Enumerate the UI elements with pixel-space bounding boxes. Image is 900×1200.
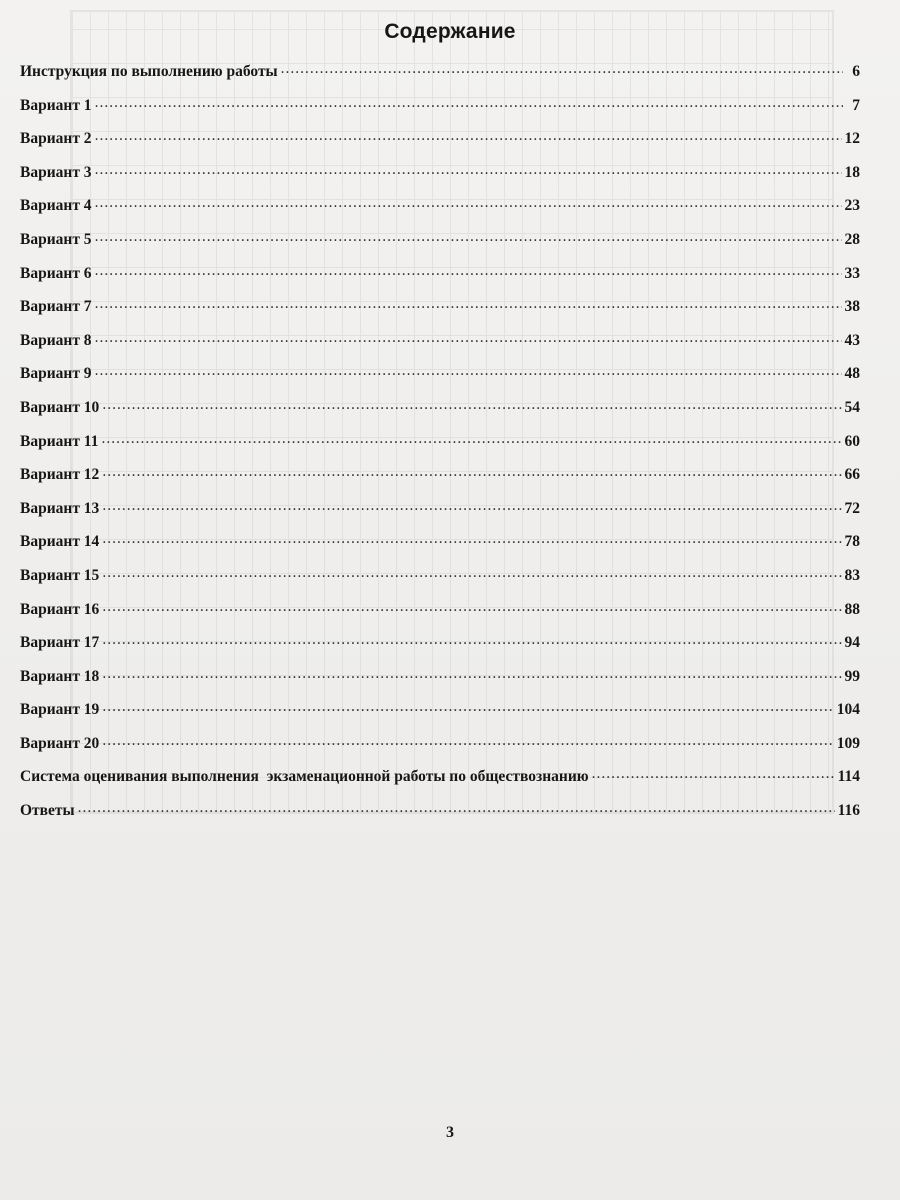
toc-entry-page: 43 — [844, 331, 860, 349]
toc-entry — [20, 629, 860, 663]
toc-dot-leader — [78, 794, 835, 822]
toc-entry-label: Вариант 8 — [20, 331, 92, 349]
toc-entry-label: Вариант 9 — [20, 365, 92, 383]
toc-dot-leader — [102, 593, 841, 621]
toc-dot-leader — [102, 458, 841, 486]
toc-entry-label: Вариант 2 — [20, 130, 92, 148]
toc-dot-leader — [102, 391, 841, 419]
toc-entry-page: 38 — [844, 298, 860, 316]
toc-entry — [20, 730, 860, 764]
toc-entry — [20, 495, 860, 529]
toc-entry-label: Вариант 14 — [20, 533, 100, 551]
toc-entry-label: Ответы — [20, 802, 75, 820]
toc-entry-label: Система оценивания выполнения экзаменационной работы по обществознанию — [20, 768, 589, 786]
toc-entry — [20, 360, 860, 394]
toc-entry-page: 54 — [844, 398, 860, 416]
toc-entry — [20, 763, 860, 797]
toc-entry-label: Вариант 3 — [20, 163, 92, 181]
toc-entry-label: Вариант 18 — [20, 667, 100, 685]
page-number: 3 — [446, 1124, 454, 1141]
toc-entry — [20, 327, 860, 361]
toc-entry — [20, 125, 860, 159]
toc-entry-label: Вариант 19 — [20, 701, 100, 719]
toc-entry-label: Вариант 15 — [20, 566, 100, 584]
toc-entry-page: 23 — [844, 197, 860, 215]
toc-entry — [20, 226, 860, 260]
toc-entry-page: 48 — [844, 365, 860, 383]
toc-entry-page: 33 — [844, 264, 860, 282]
toc-entry-label: Вариант 11 — [20, 432, 99, 450]
toc-entry-page: 109 — [836, 734, 860, 752]
toc-entry-page: 12 — [844, 130, 860, 148]
toc-entry-page: 6 — [852, 63, 860, 80]
toc-entry — [20, 394, 860, 428]
toc-entry — [20, 428, 860, 462]
toc-entry — [20, 159, 860, 193]
toc-entry — [20, 260, 860, 294]
toc-dot-leader — [95, 122, 842, 150]
toc-dot-leader — [102, 693, 833, 721]
toc-entry-label: Вариант 5 — [20, 230, 92, 248]
toc-dot-leader — [95, 189, 842, 217]
toc-dot-leader — [95, 223, 842, 251]
toc-entry-page: 72 — [844, 499, 860, 517]
page-title: Содержание — [384, 20, 516, 43]
toc-dot-leader — [102, 525, 841, 553]
toc-entry-page: 104 — [836, 701, 860, 719]
toc-entry — [20, 562, 860, 596]
toc-entry-page: 78 — [844, 533, 860, 551]
toc-entry-page: 83 — [844, 566, 860, 584]
toc-entry-page: 28 — [844, 230, 860, 248]
toc-entry-label: Вариант 20 — [20, 734, 100, 752]
toc-entry-page: 99 — [844, 667, 860, 685]
toc-entry-label: Вариант 6 — [20, 264, 92, 282]
toc-dot-leader — [101, 425, 841, 453]
toc-dot-leader — [95, 156, 842, 184]
toc-entry-label: Вариант 13 — [20, 499, 100, 517]
toc-dot-leader — [102, 660, 841, 688]
toc-entry-page: 60 — [844, 432, 860, 450]
toc-entry — [20, 596, 860, 630]
toc-dot-leader — [102, 626, 841, 654]
toc-entry-label: Вариант 4 — [20, 197, 92, 215]
toc-dot-leader — [281, 55, 843, 83]
toc-dot-leader — [95, 89, 843, 117]
toc-dot-leader — [592, 760, 835, 788]
toc-entry-page: 94 — [844, 634, 860, 652]
toc-dot-leader — [95, 257, 842, 285]
toc-entry-label: Инструкция по выполнению работы — [20, 63, 278, 80]
toc-dot-leader — [95, 357, 842, 385]
toc-entry-page: 88 — [844, 600, 860, 618]
toc-entry — [20, 192, 860, 226]
toc-entry-label: Вариант 17 — [20, 634, 100, 652]
toc-entry-page: 66 — [844, 466, 860, 484]
toc-entry-label: Вариант 12 — [20, 466, 100, 484]
toc-entry-label: Вариант 10 — [20, 398, 100, 416]
toc-entry — [20, 696, 860, 730]
toc-dot-leader — [102, 559, 841, 587]
toc-entry-label: Вариант 7 — [20, 298, 92, 316]
toc-dot-leader — [102, 492, 841, 520]
toc-entry — [20, 663, 860, 697]
toc-entry — [20, 58, 860, 92]
toc-entry — [20, 293, 860, 327]
toc-entry — [20, 92, 860, 126]
toc-entry — [20, 797, 860, 831]
toc-dot-leader — [95, 290, 842, 318]
toc-entry-label: Вариант 16 — [20, 600, 100, 618]
toc-entry-page: 7 — [852, 96, 860, 114]
toc-entry-page: 18 — [844, 163, 860, 181]
toc-entry — [20, 461, 860, 495]
toc-entry-page: 114 — [837, 768, 860, 786]
toc-entry — [20, 528, 860, 562]
table-of-contents — [20, 58, 860, 831]
toc-dot-leader — [102, 727, 833, 755]
toc-entry-label: Вариант 1 — [20, 96, 92, 114]
toc-dot-leader — [95, 324, 842, 352]
toc-entry-page: 116 — [837, 802, 860, 820]
